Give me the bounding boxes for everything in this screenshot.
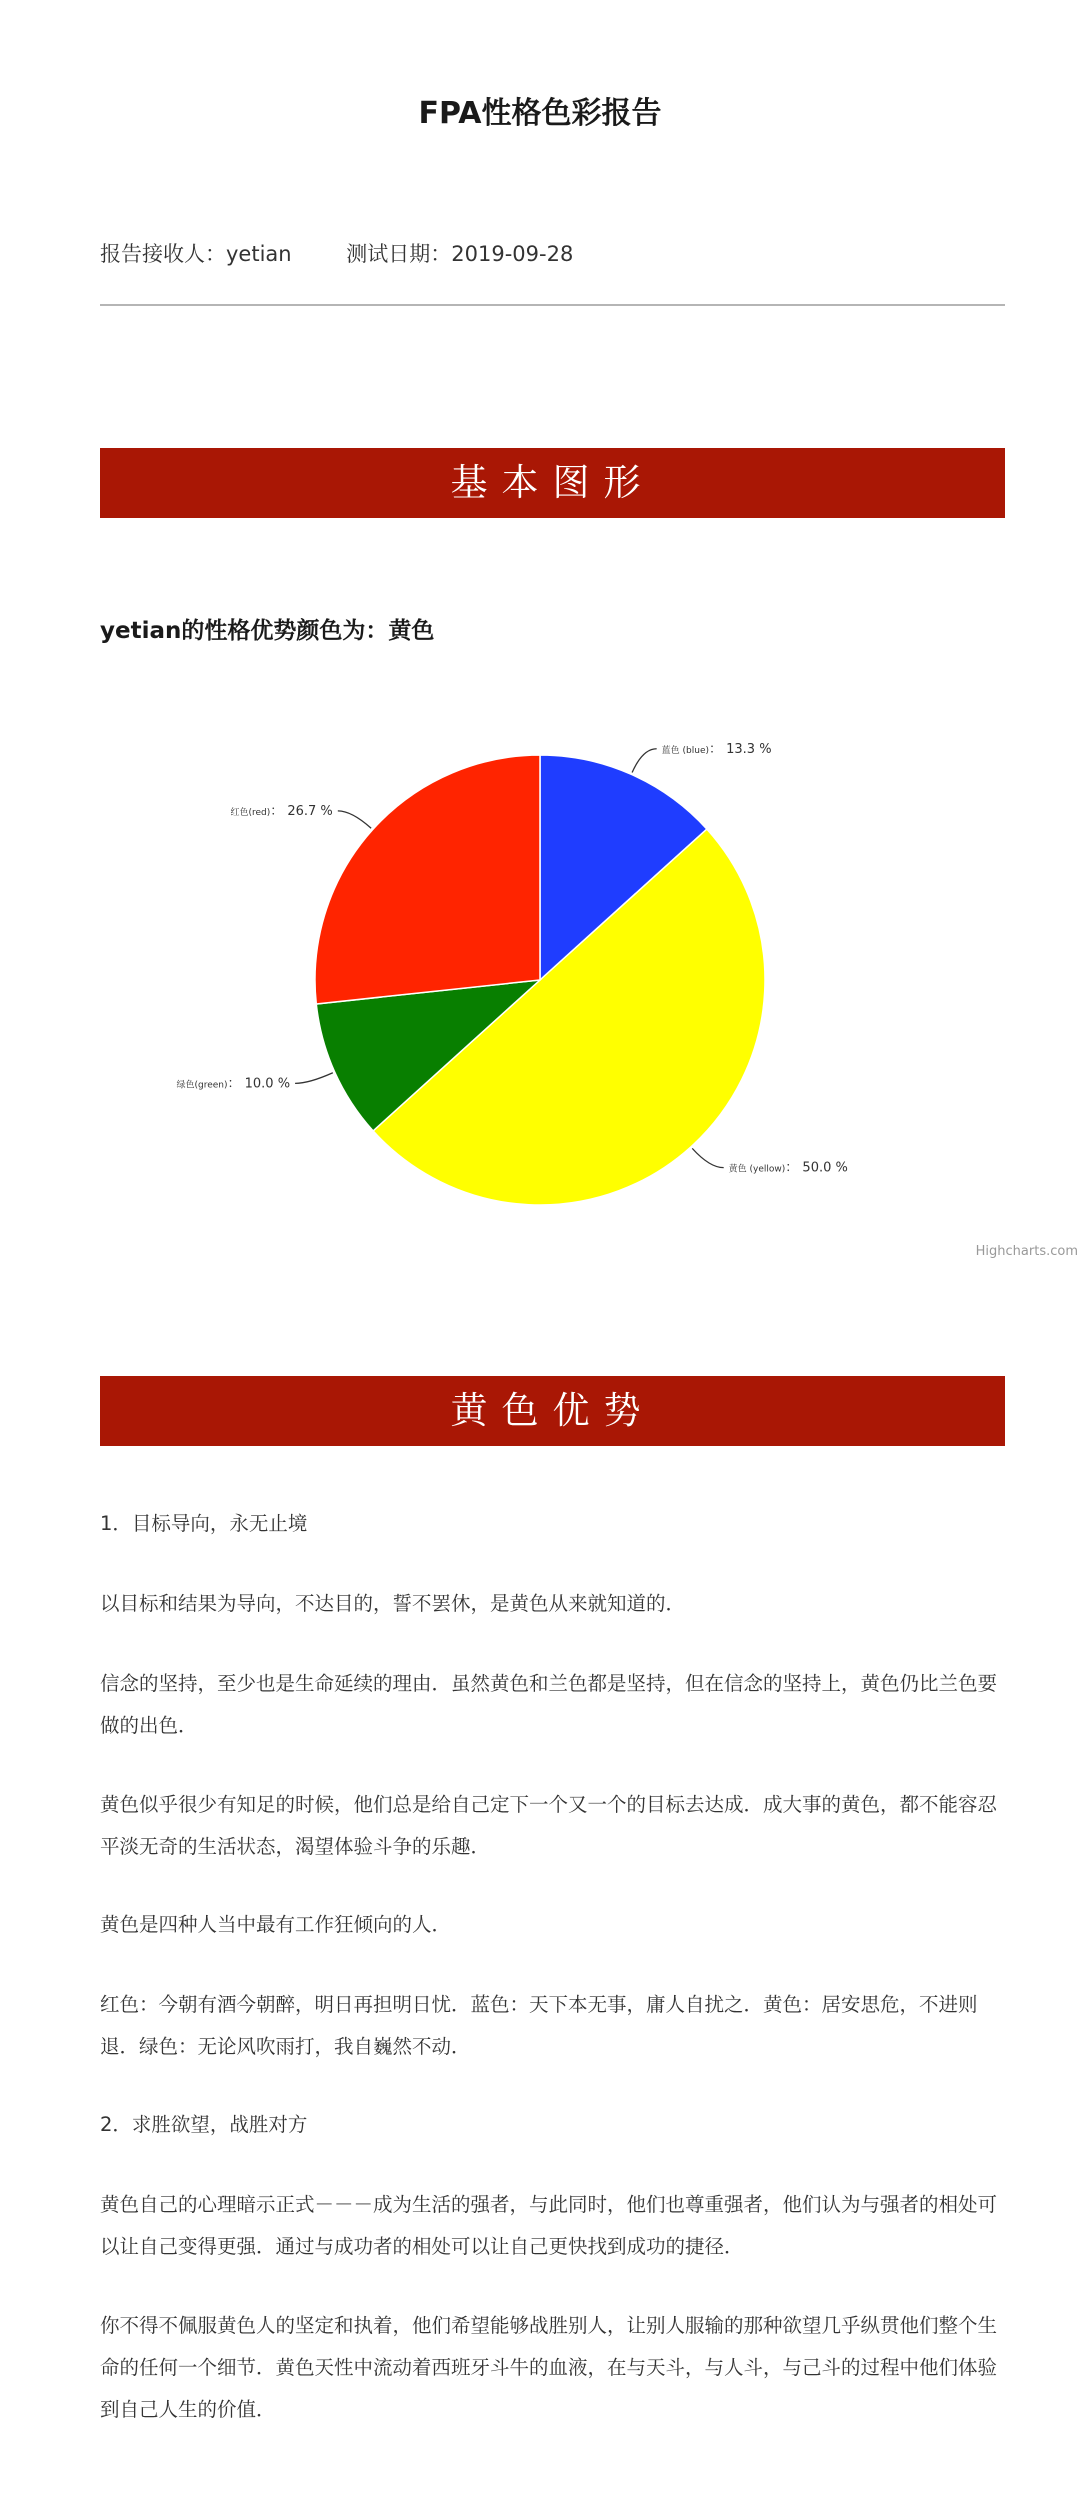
highcharts-credits[interactable]: Highcharts.com [975,1244,1078,1259]
paragraph: 黄色是四种人当中最有工作狂倾向的人． [100,1913,452,1936]
heading-desire-to-win: 2．求胜欲望，战胜对方 [100,2113,308,2136]
paragraph: 黄色似乎很少有知足的时候，他们总是给自己定下一个又一个的目标去达成．成大事的黄色，都不能容忍平淡无奇的生活状态，渴望体验斗争的乐趣． [100,1793,998,1858]
data-label-connector [295,1073,333,1084]
data-label: 蓝色 (blue)： 13.3 % [661,741,772,757]
pie-slice[interactable] [315,755,540,1004]
section-banner-basic: 基本图形 [100,448,1005,518]
test-date-text: 测试日期：2019-09-28 [346,242,574,266]
heading-goal-oriented: 1．目标导向，永无止境 [100,1512,308,1535]
paragraph: 信念的坚持，至少也是生命延续的理由．虽然黄色和兰色都是坚持，但在信念的坚持上，黄色仍比兰色要做的出色． [100,1672,998,1737]
divider [100,304,1005,306]
paragraph: 黄色自己的心理暗示正式－－－成为生活的强者，与此同时，他们也尊重强者，他们认为与强者的相处可以让自己变得更强．通过与成功者的相处可以让自己更快找到成功的捷径． [100,2193,998,2258]
data-label-connector [692,1148,723,1167]
data-label-connector [632,749,657,773]
recipient-text: 报告接收人：yetian [100,242,292,266]
paragraph: 以目标和结果为导向，不达目的，誓不罢休，是黄色从来就知道的． [100,1592,686,1615]
data-label: 绿色(green)： 10.0 % [176,1076,291,1092]
report-meta [100,238,621,268]
paragraph: 红色：今朝有酒今朝醉，明日再担明日忧．蓝色：天下本无事，庸人自扰之．黄色：居安思危，不进则退．绿色：无论风吹雨打，我自巍然不动． [100,1993,978,2058]
section-banner-yellow: 黄色优势 [100,1376,1005,1446]
data-label-connector [338,811,371,828]
pie-chart [100,700,1080,1290]
data-label: 红色(red)： 26.7 % [230,803,333,819]
paragraph: 你不得不佩服黄色人的坚定和执着，他们希望能够战胜别人，让别人服输的那种欲望几乎纵贯他们整个生命的任何一个细节．黄色天性中流动着西班牙斗牛的血液，在与天斗，与人斗，与己斗的过程中他们体验到自己人生的价值． [100,2314,998,2421]
chart-intro: yetian的性格优势颜色为：黄色 [100,618,435,644]
data-label: 黄色 (yellow)： 50.0 % [728,1160,848,1176]
report-title: FPA性格色彩报告 [418,96,662,131]
